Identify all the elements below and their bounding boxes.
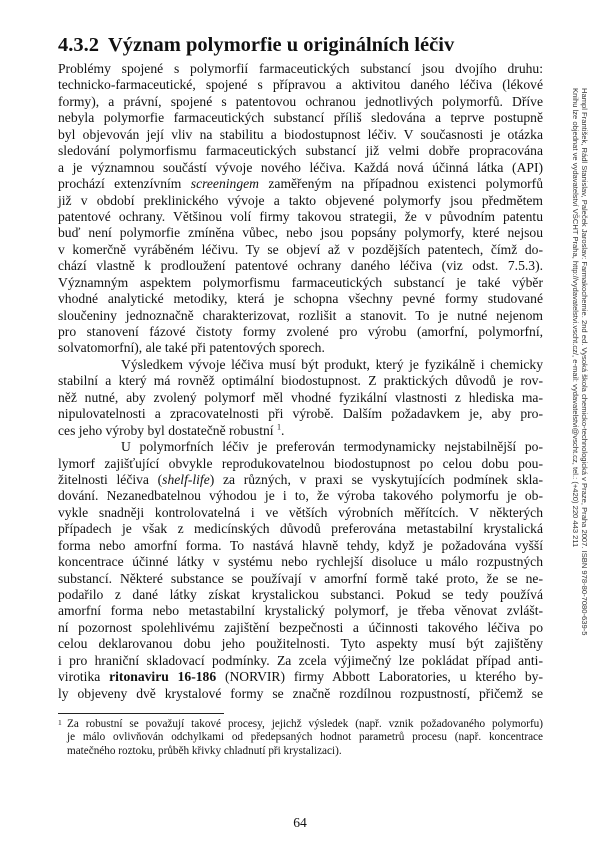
text-line: stabilní a který má rovněž optimální biodostupnost. Z praktických důvodů je rov- [58,373,543,389]
text-run: . [280,422,285,438]
text-line [58,423,543,439]
text-line: vhodné analytické metodiky, která je schopna všechny pevné formy studované [58,291,543,307]
footnote-line: Za robustní se považují takové procesy, jejichž výsledek (např. vznik požadovaného polymorfu) [67,718,543,730]
text-line: pro stanovení fázové čistoty formy zvolené pro výrobu (amorfní, polymorfní, [58,324,543,339]
text-line: U polymorfních léčiv je preferován termodynamicky nejstabilnější po- [121,439,543,455]
text-run: prochází extenzívním [58,176,191,192]
text-line: Významným aspektem polymorfismu farmaceutických substancí je také výběr [58,274,543,290]
text-run: zaměřeným na případnou existenci polymorfů [258,176,543,192]
text-line [58,472,543,488]
text-line: vykle snadněji kontrolovatelná i ve větších výrobních měřítcích. V některých [58,504,543,520]
text-line: formy), a právní, spojené s patentovou ochranou jednotlivých polymorfů. Dříve [58,93,543,109]
paragraph [58,61,543,357]
text-line: patentové ochrany. Většinou volí firmy takovou strategii, že v původním patentu [58,208,543,224]
text-run: ces jeho výroby byl dostatečně robustní [58,422,277,438]
text-line: Problémy spojené s polymorfií farmaceutických substancí jsou dvojího druhu: [58,61,543,76]
text-run: virotika [58,669,110,685]
text-line: podařilo z dané látky získat krystalickou substanci. Pokud se tedy používá [58,587,543,602]
footnote-line: je málo ovlivňován odchylkami od předepsaných hodnot parametrů procesu (např. koncentrace [67,731,543,744]
section-heading [58,33,548,57]
paragraph [58,439,543,702]
text-line: lymorf zajišťující obvykle reprodukovatelnou biodostupnost po celou dobu pou- [58,455,543,471]
text-line: a je významnou součástí vývoje nového léčiva. Každá nová účinná látka (API) [58,159,543,175]
text-line: nebyla polymorfie farmaceutických substancí příliš sledována a teprve postupně [58,110,543,126]
text-line: Výsledkem vývoje léčiva musí být produkt, který je fyzikálně i chemicky [121,356,543,372]
text-line: solvatomorfní), ale také při patentových sporech. [58,340,325,356]
text-line [58,176,543,192]
text-line: případech je však z medicínských důvodů preferována metastabilní krystalická [58,521,543,537]
text-line: technicko-farmaceutické, spojené s přípravou a aktivitou daného léčiva (lékové [58,77,543,93]
paragraph [58,357,543,439]
text-line: něž nutné, aby zvolený polymorf měl vhodné fyzikální vlastnosti z hlediska ma- [58,389,543,405]
italic-term: screeningem [190,176,259,192]
side-citation-line-1: Hampl František, Rádl Stanislav, Paleček Jaroslav: Farmakochemie. 2nd ed. Vysoká škola chemicko-technologická v Praze, Praha 2007. ISBN 978-80-7080-639-5 [580,88,589,636]
side-citation-line-2: Knihu lze objednat ve vydavatelství VŠCHT Praha, http://vydavatelstvi.vscht.cz/, e-mail: vydavatelstvi@vscht.cz, tel.: (+420) 220 443 211 [570,88,580,548]
text-line: dování. Nezanedbatelnou výhodou je i to, že výroba takového polymorfu je ob- [58,488,543,504]
text-run: žitelnosti léčiva ( [58,471,163,487]
footnote-reference: 1 [276,422,281,432]
text-run: (NORVIR) firmy Abbott Laboratories, u kterého by- [216,669,543,685]
text-run: ) za různých, v praxi se vyskytujících podmínek skla- [209,471,543,487]
text-line: byl objevován její vliv na stabilitu a biodostupnost léčiv. V současnosti je otázka [58,126,543,142]
text-line: ly objeveny dvě krystalové formy se značně rozdílnou rozpustností, přičemž se [58,685,543,701]
text-line: v komerčně vyráběném léčivu. Ty se objeví až v pozdějších patentech, čímž do- [58,241,543,257]
text-line: buď není polymorfie zmíněna vůbec, nebo jsou popsány polymorfy, které nejsou [58,225,543,241]
text-line: substancí. Některé substance se používají v amorfní formě také proto, že se ne- [58,570,543,586]
text-line: koncentrace účinné látky v systému nebo rychlejší disoluce u málo rozpustných [58,554,543,570]
text-line: amorfní forma nebo metastabilní krystalický polymorf, je třeba věnovat zvlášt- [58,603,543,619]
text-line: chází vlastně k prodloužení patentové ochrany daného léčiva (viz odst. 7.5.3). [58,258,543,274]
footnote-separator [58,713,224,714]
section-title: Význam polymorfie u originálních léčiv [108,34,455,56]
text-line: i pro hraniční skladovací podmínky. Za zcela výjimečný lze pokládat případ anti- [58,652,543,668]
footnote [58,718,543,758]
footnote-line: matečného roztoku, průběh křivky chladnutí při krystalizaci). [67,744,342,757]
footnote-mark: 1 [58,718,62,727]
body-text [58,61,543,702]
text-line: nipulovatelnosti a zpracovatelnosti při výrobě. Dalším požadavkem je, aby pro- [58,406,543,422]
text-line: již v období preklinického vývoje a takto objevené polymorfy jsou předmětem [58,192,543,208]
text-line: celou deklarovanou dobu jeho použitelnosti. Tyto aspekty musí být zajištěny [58,636,543,652]
text-line [58,669,543,685]
side-citation [571,88,589,635]
text-line: ní pozornost spolehlivému zajištění bezpečnosti a účinnosti takového léčiva po [58,619,543,635]
text-line: sloučeniny jednoznačně charakterizovat, rozlišit a stanovit. To je nutné nejenom [58,307,543,323]
text-line: sledování polymorfismu farmaceutických substancí již velmi dobře propracována [58,143,543,159]
page-number: 64 [293,815,307,830]
section-number: 4.3.2 [58,34,99,56]
text-line: forma nebo amorfní forma. To nastává hlavně tehdy, když je požadována vyšší [58,537,543,553]
italic-term: shelf-life [162,471,210,487]
bold-term: ritonaviru 16-186 [109,669,217,685]
